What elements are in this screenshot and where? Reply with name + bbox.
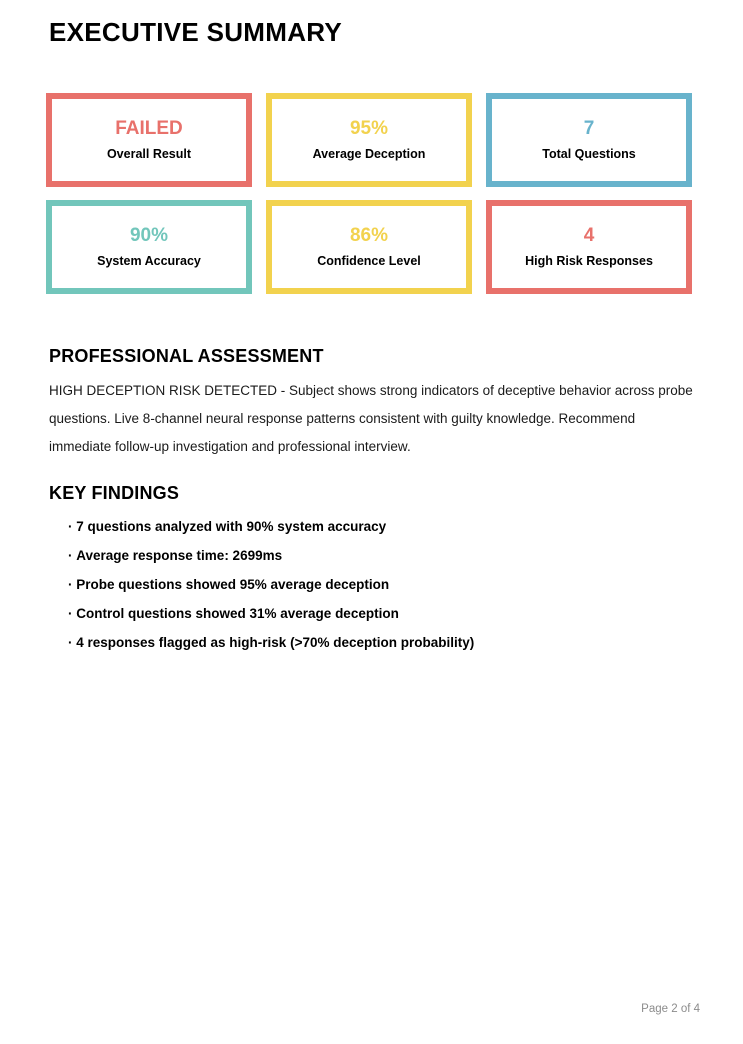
stat-label: Total Questions <box>542 147 636 162</box>
stat-value: 90% <box>129 225 169 247</box>
stat-value: 7 <box>583 118 595 140</box>
assessment-section-heading: PROFESSIONAL ASSESSMENT <box>49 346 324 366</box>
stat-value: 95% <box>349 118 389 140</box>
finding-item: · 4 responses flagged as high-risk (>70% deception probability) <box>68 636 688 650</box>
stat-label: High Risk Responses <box>525 254 653 269</box>
page-number: Page 2 of 4 <box>641 1003 700 1015</box>
stat-box-confidence-level <box>266 200 472 294</box>
findings-section-heading: KEY FINDINGS <box>49 483 180 503</box>
stat-box-average-deception <box>266 93 472 187</box>
stats-grid <box>46 93 692 294</box>
stat-label: Overall Result <box>106 147 192 162</box>
stat-box-overall-result <box>46 93 252 187</box>
findings-list <box>68 520 688 665</box>
stat-label: System Accuracy <box>97 254 201 269</box>
finding-item: · 7 questions analyzed with 90% system accuracy <box>68 520 688 534</box>
stat-box-total-questions <box>486 93 692 187</box>
stat-label: Average Deception <box>312 147 426 162</box>
assessment-body-text: HIGH DECEPTION RISK DETECTED - Subject shows strong indicators of deceptive behavior across probe questions. Live 8-channel neural response patterns consistent with guilty knowledge. Recommend immediate follow-up investigation and professional interview. <box>49 383 693 454</box>
stat-value: 86% <box>349 225 389 247</box>
stat-box-system-accuracy <box>46 200 252 294</box>
stat-label: Confidence Level <box>317 254 421 269</box>
finding-item: · Probe questions showed 95% average deception <box>68 578 688 592</box>
page-title: EXECUTIVE SUMMARY <box>49 17 343 47</box>
finding-item: · Control questions showed 31% average deception <box>68 607 688 621</box>
stat-value: FAILED <box>115 118 183 140</box>
stat-box-high-risk-responses <box>486 200 692 294</box>
finding-item: · Average response time: 2699ms <box>68 549 688 563</box>
stat-value: 4 <box>583 225 595 247</box>
